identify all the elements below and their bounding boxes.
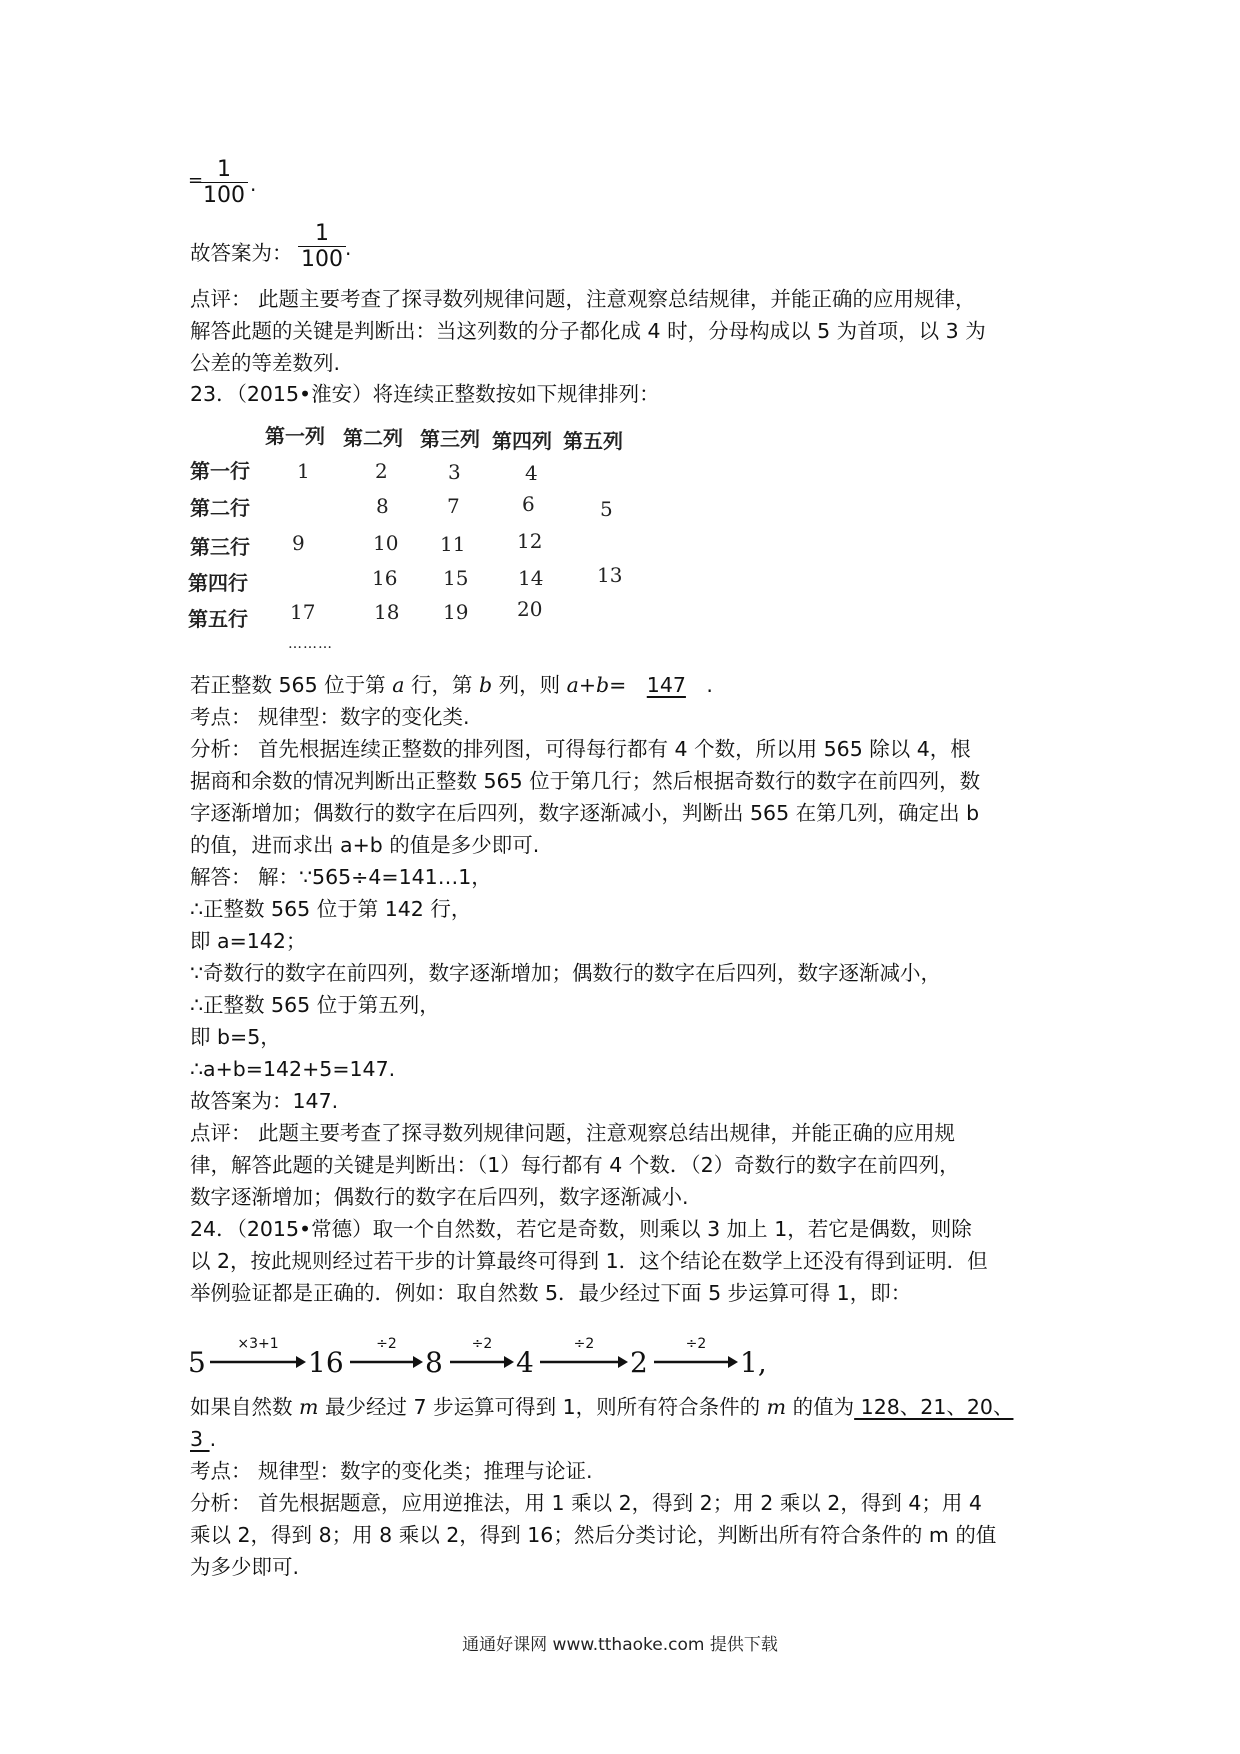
- col-header: 第五列: [563, 429, 623, 453]
- dianping-23-line: 数字逐渐增加；偶数行的数字在后四列，数字逐渐减小.: [190, 1185, 689, 1209]
- operation-label: ÷2: [573, 1336, 595, 1352]
- arrow-head: [504, 1356, 514, 1368]
- table-cell: 6: [522, 492, 535, 516]
- fenxi-24-line: 为多少即可.: [190, 1555, 300, 1579]
- row-header: 第二行: [190, 496, 250, 520]
- table-cell: 19: [443, 600, 469, 624]
- sequence-number: 16: [308, 1346, 344, 1379]
- col-header: 第四列: [492, 429, 552, 453]
- answer-blank: 128、21、20、: [854, 1395, 1014, 1419]
- table-cell: 5: [600, 497, 613, 521]
- denominator: 100: [298, 246, 346, 273]
- operation-label: ÷2: [376, 1336, 397, 1352]
- col-header: 第三列: [420, 427, 480, 451]
- row-header: 第五行: [188, 607, 248, 631]
- question-24-line: 24．（2015•常德）取一个自然数，若它是奇数，则乘以 3 加上 1，若它是偶数，则除: [190, 1217, 972, 1241]
- equals-sign: =: [188, 170, 204, 191]
- arrow-head: [296, 1356, 306, 1368]
- arrow-head: [728, 1356, 738, 1368]
- question-23-title: 23．（2015•淮安）将连续正整数按如下规律排列：: [190, 382, 660, 406]
- period: .: [250, 172, 257, 196]
- question-24-line: 举例验证都是正确的．例如：取自然数 5．最少经过下面 5 步运算可得 1，即：: [190, 1281, 912, 1305]
- top-fraction: [188, 158, 288, 218]
- row-header: 第四行: [188, 571, 248, 595]
- numerator: 1: [315, 221, 329, 246]
- question-24-line: 以 2，按此规则经过若干步的计算最终可得到 1．这个结论在数学上还没有得到证明．但: [190, 1249, 988, 1273]
- table-cell: 3: [448, 460, 461, 484]
- table-cell: 1: [297, 459, 310, 483]
- jieda-23-line: ∵奇数行的数字在前四列，数字逐渐增加；偶数行的数字在后四列，数字逐渐减小，: [190, 961, 942, 985]
- page-footer: 通通好课网 www.tthaoke.com 提供下载: [462, 1635, 778, 1655]
- jieda-23-line: ∴a+b=142+5=147.: [190, 1057, 396, 1081]
- answer-22: [190, 222, 390, 282]
- fenxi-23-line: 分析： 首先根据连续正整数的排列图，可得每行都有 4 个数，所以用 565 除以 4，根: [190, 737, 971, 761]
- sequence-number: 4: [516, 1346, 534, 1379]
- sequence-number: 2: [630, 1346, 648, 1379]
- table-cell: 2: [375, 459, 388, 483]
- table-cell: 14: [518, 566, 544, 590]
- row-header: 第一行: [190, 459, 250, 483]
- answer-blank: 3: [190, 1427, 210, 1451]
- comment-22-line: 解答此题的关键是判断出：当这列数的分子都化成 4 时，分母构成以 5 为首项，以 3 为: [190, 319, 986, 343]
- comment-22-line: 公差的等差数列.: [190, 351, 341, 375]
- answer-label: 故答案为：: [190, 241, 293, 265]
- table-cell: 13: [597, 563, 623, 587]
- numerator: 1: [217, 157, 231, 182]
- fenxi-23-line: 据商和余数的情况判断出正整数 565 位于第几行；然后根据奇数行的数字在前四列，数: [190, 769, 981, 793]
- kaodian-23: 考点： 规律型：数字的变化类.: [190, 705, 470, 729]
- jieda-23-line: 解答： 解：∵565÷4=141…1，: [190, 865, 492, 889]
- table-cell: 4: [525, 461, 538, 485]
- table-cell: 7: [447, 494, 460, 518]
- table-cell: 20: [517, 597, 543, 621]
- table-cell: 17: [290, 600, 316, 624]
- kaodian-24: 考点： 规律型：数字的变化类；推理与论证.: [190, 1459, 593, 1483]
- table-cell: 10: [373, 531, 399, 555]
- table-cell: 8: [376, 494, 389, 518]
- table-cell: 15: [443, 566, 469, 590]
- sequence-number: 8: [425, 1346, 443, 1379]
- arrow-head: [413, 1356, 423, 1368]
- comment-22-line: 点评： 此题主要考查了探寻数列规律问题，注意观察总结规律，并能正确的应用规律，: [190, 287, 976, 311]
- period: .: [345, 236, 352, 260]
- question-24-ask: 如果自然数 m 最少经过 7 步运算可得到 1，则所有符合条件的 m 的值为 128、21、20、: [190, 1395, 1014, 1419]
- col-header: 第一列: [265, 424, 325, 448]
- row-header: 第三行: [190, 535, 250, 559]
- fenxi-23-line: 字逐渐增加；偶数行的数字在后四列，数字逐渐减小，判断出 565 在第几列，确定出 b: [190, 801, 980, 825]
- sequence-number: 5: [188, 1346, 206, 1379]
- dianping-23-line: 点评： 此题主要考查了探寻数列规律问题，注意观察总结出规律，并能正确的应用规: [190, 1121, 956, 1145]
- question-23-line: 若正整数 565 位于第 a 行，第 b 列，则 a+b=147.: [190, 669, 713, 701]
- denominator: 100: [200, 182, 248, 209]
- fenxi-23-line: 的值，进而求出 a+b 的值是多少即可.: [190, 833, 540, 857]
- question-24-ask-cont: 3 .: [190, 1427, 217, 1451]
- jieda-23-line: 故答案为：147.: [190, 1089, 339, 1113]
- fenxi-24-line: 分析： 首先根据题意，应用逆推法，用 1 乘以 2，得到 2；用 2 乘以 2，得到 4；用 4: [190, 1491, 982, 1515]
- operation-label: ×3+1: [237, 1336, 279, 1352]
- table-cell: 12: [517, 529, 543, 553]
- fenxi-24-line: 乘以 2，得到 8；用 8 乘以 2，得到 16；然后分类讨论，判断出所有符合条件的 m 的值: [190, 1523, 997, 1547]
- operation-label: ÷2: [471, 1336, 493, 1352]
- table-ellipsis: ………: [288, 636, 333, 652]
- dianping-23-line: 律，解答此题的关键是判断出：（1）每行都有 4 个数．（2）奇数行的数字在前四列，: [190, 1153, 960, 1177]
- operation-label: ÷2: [685, 1336, 707, 1352]
- col-header: 第二列: [343, 426, 403, 450]
- table-cell: 11: [440, 532, 466, 556]
- table-cell: 18: [374, 600, 400, 624]
- sequence-number: 1,: [740, 1346, 767, 1379]
- answer-blank: 147: [646, 673, 686, 697]
- table-cell: 16: [372, 566, 398, 590]
- operation-sequence: [188, 1330, 768, 1380]
- table-cell: 9: [292, 531, 305, 555]
- jieda-23-line: 即 a=142；: [190, 929, 307, 953]
- jieda-23-line: 即 b=5，: [190, 1025, 281, 1049]
- jieda-23-line: ∴正整数 565 位于第五列，: [190, 993, 440, 1017]
- arrow-head: [618, 1356, 628, 1368]
- jieda-23-line: ∴正整数 565 位于第 142 行，: [190, 897, 472, 921]
